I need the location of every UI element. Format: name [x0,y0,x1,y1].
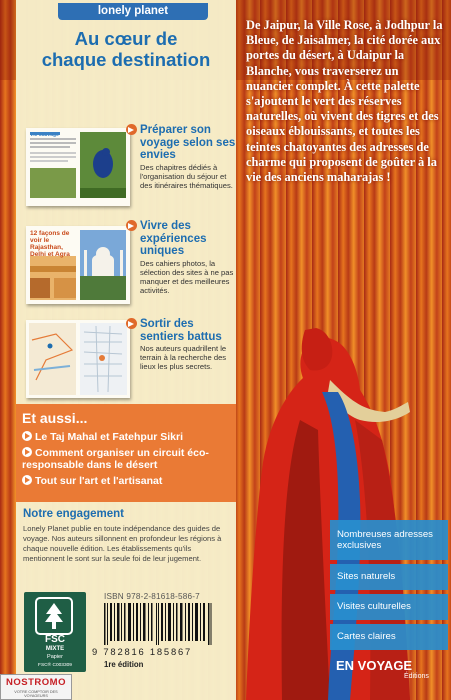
stamp-sub: VOTRE COMPTOIR DES VOYAGEURS [14,690,58,698]
tag-cartes-claires: Cartes claires [330,624,448,650]
feature-2 [128,220,238,295]
fsc-mixte: MIXTE [45,646,65,652]
also-title: Et aussi... [22,410,88,426]
also-item-2: Comment organiser un circuit éco-responsable dans le désert [22,447,209,471]
feature-1 [128,124,238,190]
feature-2-desc: Des cahiers photos, la sélection des sites à ne pas manquer et des meilleures activités. [140,258,234,296]
barcode-number: 9 782816 185867 [92,646,192,657]
lonely-planet-logo: lonely planet [58,3,208,20]
fsc-tree-icon [34,596,74,636]
fsc-code: FSC® C003309 [38,663,72,668]
bullet-arrow-icon [126,220,137,231]
book-spread-image-3 [26,320,130,398]
map-spread-icon [26,320,130,398]
edition: 1re édition [104,660,144,669]
engagement-title: Notre engagement [23,508,124,520]
also-item-1: Le Taj Mahal et Fatehpur Sikri [22,431,232,443]
feature-3-desc: Nos auteurs quadrillent le terrain à la recherche des lieux les plus secrets. [140,344,227,372]
tag-visites-culturelles: Visites culturelles [330,594,448,620]
feature-2-title: Vivre des expériences uniques [140,220,207,257]
book-spread-image-1 [26,128,130,206]
book-label-1: Vie sauvage [30,132,59,138]
book-spread-image-2 [26,226,130,304]
feature-3-title: Sortir des sentiers battus [140,318,222,343]
fsc-label-badge [24,592,86,672]
isbn: ISBN 978-2-81618-586-7 [104,592,200,601]
bullet-arrow-icon [22,475,32,485]
feature-1-desc: Des chapitres dédiés à l'organisation du séjour et des itinéraires thématiques. [140,162,233,190]
series-name: EN VOYAGE [336,658,413,673]
bullet-arrow-icon [126,318,137,329]
tag-adresses: Nombreuses adresses exclusives [330,520,448,560]
book-label-2: 12 façons de voir le Rajasthan, Delhi et Agra [30,230,70,258]
nostromo-stamp [0,674,72,700]
bullet-arrow-icon [126,124,137,135]
feature-3 [128,318,238,372]
headline: Au cœur de chaque destination [41,28,211,70]
series-sub: Éditions [404,673,429,680]
also-box [16,404,236,502]
info-panel [16,0,236,700]
tag-sites-naturels: Sites naturels [330,564,448,590]
stamp-name: NOSTROMO [6,677,66,688]
feature-1-title: Préparer son voyage selon ses envies [140,124,236,161]
cover-blurb: De Jaipur, la Ville Rose, à Jodhpur la Bleue, de Jaisalmer, la cité dorée aux portes du désert, à Udaipur la Blanche, vous traverserez un nuancier complet. À cette palette s'ajoutent le vert des réserves naturelles, où vivent des tigres et des oiseaux éblouissants, et toutes les teintes chatoyantes des adresses de charme qui proposent de goûter à la vie des anciens maharajas ! [246,18,443,185]
bullet-arrow-icon [22,447,32,457]
engagement-text: Lonely Planet publie en toute indépendance des guides de voyage. Nos auteurs sillonnent en profondeur les régions à chaque nouvelle édition. Les établissements qu'ils mentionnent le sont sur la seule foi de leur jugement. [23,524,222,563]
barcode-icon [104,603,212,645]
fsc-text: FSC [45,634,65,645]
wildlife-spread-icon [26,128,130,206]
fsc-papier: Papier [47,654,63,660]
bullet-arrow-icon [22,431,32,441]
also-item-3: Tout sur l'art et l'artisanat [22,475,232,487]
